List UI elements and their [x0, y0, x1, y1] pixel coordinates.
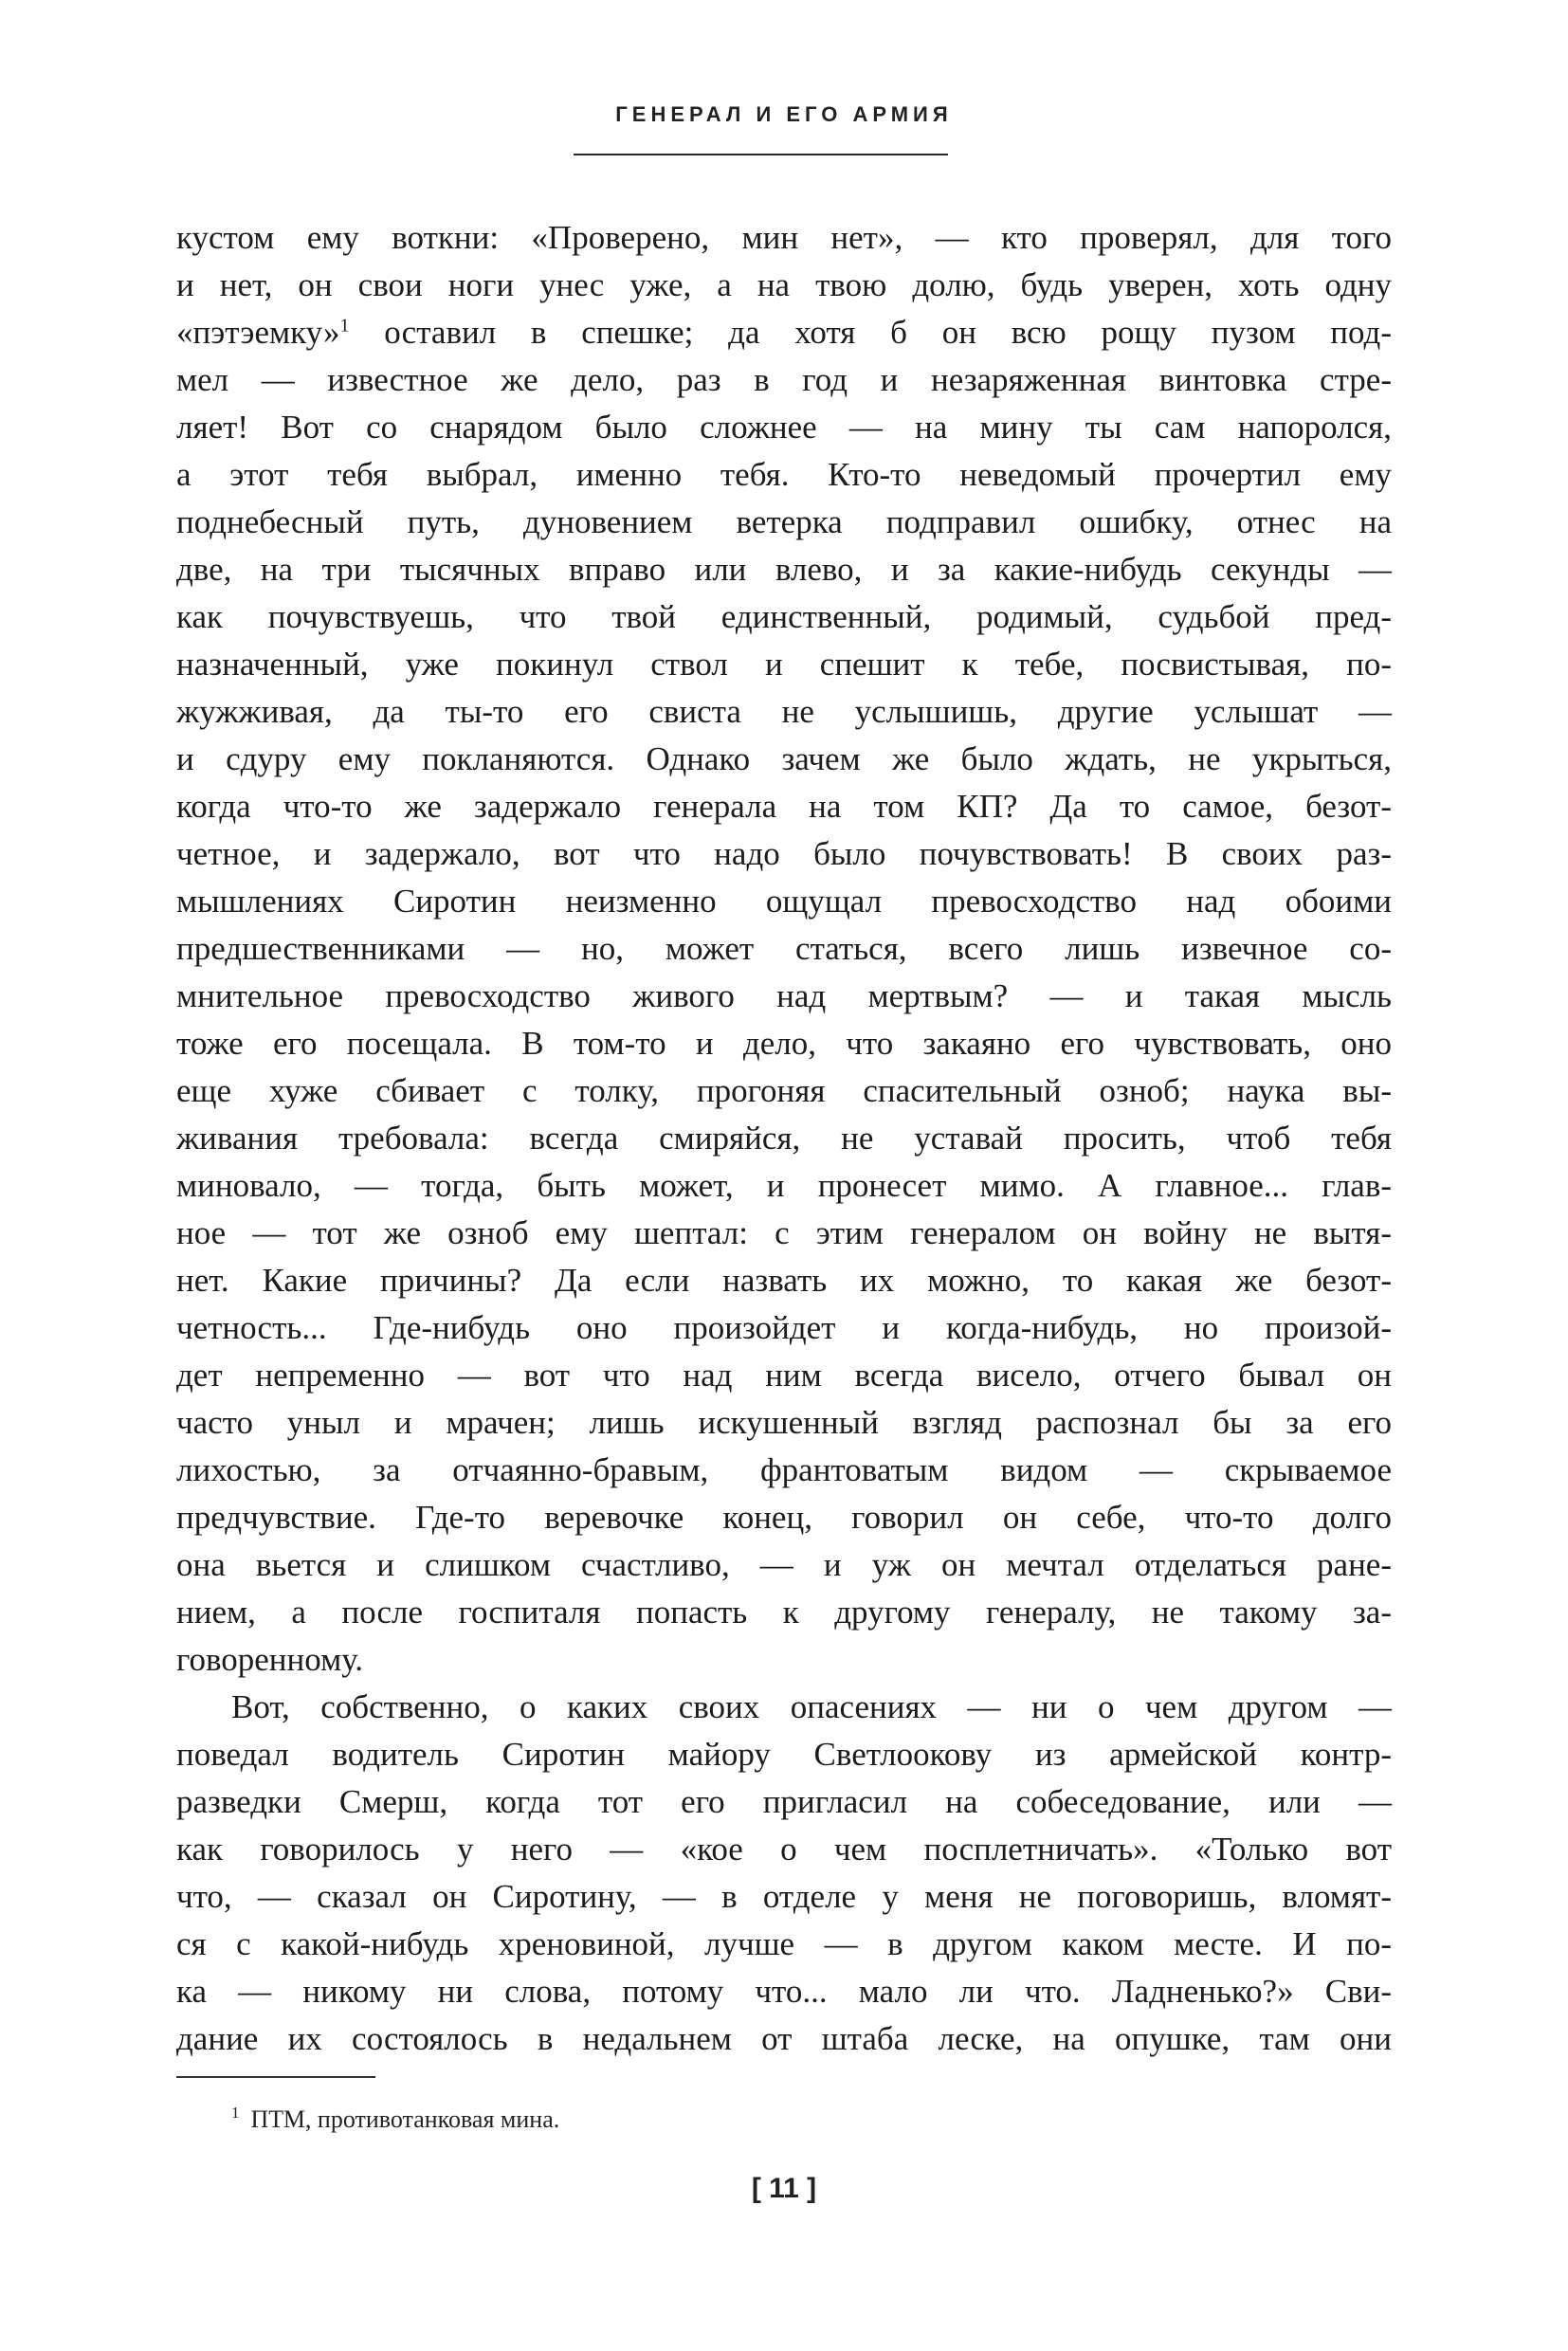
text-line: кустом ему воткни: «Проверено, мин нет», — кто проверял, для того [176, 219, 1392, 256]
text-line: живания требовала: всегда смиряйся, не уставай просить, чтоб тебя [176, 1120, 1392, 1157]
text-line: мышлениях Сиротин неизменно ощущал превосходство над обоими [176, 883, 1392, 920]
text-line: и нет, он свои ноги унес уже, а на твою долю, будь уверен, хоть одну [176, 266, 1392, 303]
text-line: как почувствуешь, что твой единственный, родимый, судьбой пред- [176, 598, 1392, 635]
text-line-paragraph-end: говоренному. [176, 1641, 363, 1678]
footnote-mark: 1 [231, 2104, 240, 2123]
text-line: разведки Смерш, когда тот его пригласил на собеседование, или — [176, 1783, 1392, 1820]
text-line: ся с какой-нибудь хреновиной, лучше — в другом каком месте. И по- [176, 1925, 1392, 1962]
text-line: предчувствие. Где-то веревочке конец, говорил он себе, что-то долго [176, 1499, 1392, 1536]
text-line: когда что-то же задержало генерала на том КП? Да то самое, безот- [176, 788, 1392, 825]
text-line: жужживая, да ты-то его свиста не услышишь, другие услышат — [176, 693, 1392, 730]
text-line: как говорилось у него — «кое о чем посплетничать». «Только вот [176, 1831, 1392, 1868]
text-line: она вьется и слишком счастливо, — и уж он мечтал отделаться ране- [176, 1546, 1392, 1583]
running-title: ГЕНЕРАЛ И ЕГО АРМИЯ [615, 102, 953, 126]
text-line: и сдуру ему покланяются. Однако зачем же было ждать, не укрыться, [176, 740, 1392, 777]
text-line: еще хуже сбивает с толку, прогоняя спасительный озноб; наука вы- [176, 1072, 1392, 1109]
text-line: ное — тот же озноб ему шептал: с этим генералом он войну не вытя- [176, 1214, 1392, 1251]
text-line: лихостью, за отчаянно-бравым, франтоватым видом — скрываемое [176, 1451, 1392, 1488]
text-line [176, 309, 1392, 356]
text-line: четность... Где-нибудь оно произойдет и когда-нибудь, но произой- [176, 1309, 1392, 1346]
text-line: а этот тебя выбрал, именно тебя. Кто-то неведомый прочертил ему [176, 456, 1392, 493]
text-fragment: оставил в спешке; да хотя б он всю рощу пузом под- [349, 314, 1392, 351]
text-line: часто уныл и мрачен; лишь искушенный взгляд распознал бы за его [176, 1404, 1392, 1441]
page-number: [ 11 ] [751, 2173, 817, 2204]
text-line: поведал водитель Сиротин майору Светлоокову из армейской контр- [176, 1736, 1392, 1773]
text-line: нет. Какие причины? Да если назвать их можно, то какая же безот- [176, 1262, 1392, 1299]
text-line: миновало, — тогда, быть может, и пронесет мимо. А главное... глав- [176, 1167, 1392, 1204]
text-line: ка — никому ни слова, потому что... мало ли что. Ладненько?» Сви- [176, 1973, 1392, 2010]
footnote-reference[interactable]: 1 [339, 315, 350, 337]
main-text [176, 214, 1392, 2063]
text-line: предшественниками — но, может статься, всего лишь извечное со- [176, 930, 1392, 967]
text-line: ляет! Вот со снарядом было сложнее — на мину ты сам напоролся, [176, 409, 1392, 446]
header-rule [574, 154, 948, 155]
text-line: четное, и задержало, вот что надо было почувствовать! В своих раз- [176, 835, 1392, 872]
text-line: поднебесный путь, дуновением ветерка подправил ошибку, отнес на [176, 503, 1392, 540]
text-line: нием, а после госпиталя попасть к другому генералу, не такому за- [176, 1594, 1392, 1631]
text-line-paragraph-start: Вот, собственно, о каких своих опасениях — ни о чем другом — [231, 1688, 1392, 1725]
text-line: дет непременно — вот что над ним всегда висело, отчего бывал он [176, 1357, 1392, 1394]
footnote-rule [176, 2076, 375, 2078]
footnote [231, 2103, 559, 2137]
footnote-text: ПТМ, противотанковая мина. [250, 2105, 560, 2133]
text-line: дание их состоялось в недальнем от штаба леске, на опушке, там они [176, 2020, 1392, 2057]
text-line: две, на три тысячных вправо или влево, и за какие-нибудь секунды — [176, 551, 1392, 588]
text-fragment: «пэтэемку» [176, 314, 340, 351]
text-line: тоже его посещала. В том-то и дело, что закаяно его чувствовать, оно [176, 1025, 1392, 1062]
text-line: мел — известное же дело, раз в год и незаряженная винтовка стре- [176, 361, 1392, 398]
text-line: мнительное превосходство живого над мертвым? — и такая мысль [176, 977, 1392, 1014]
text-line: что, — сказал он Сиротину, — в отделе у меня не поговоришь, вломят- [176, 1878, 1392, 1915]
text-line: назначенный, уже покинул ствол и спешит к тебе, посвистывая, по- [176, 646, 1392, 683]
